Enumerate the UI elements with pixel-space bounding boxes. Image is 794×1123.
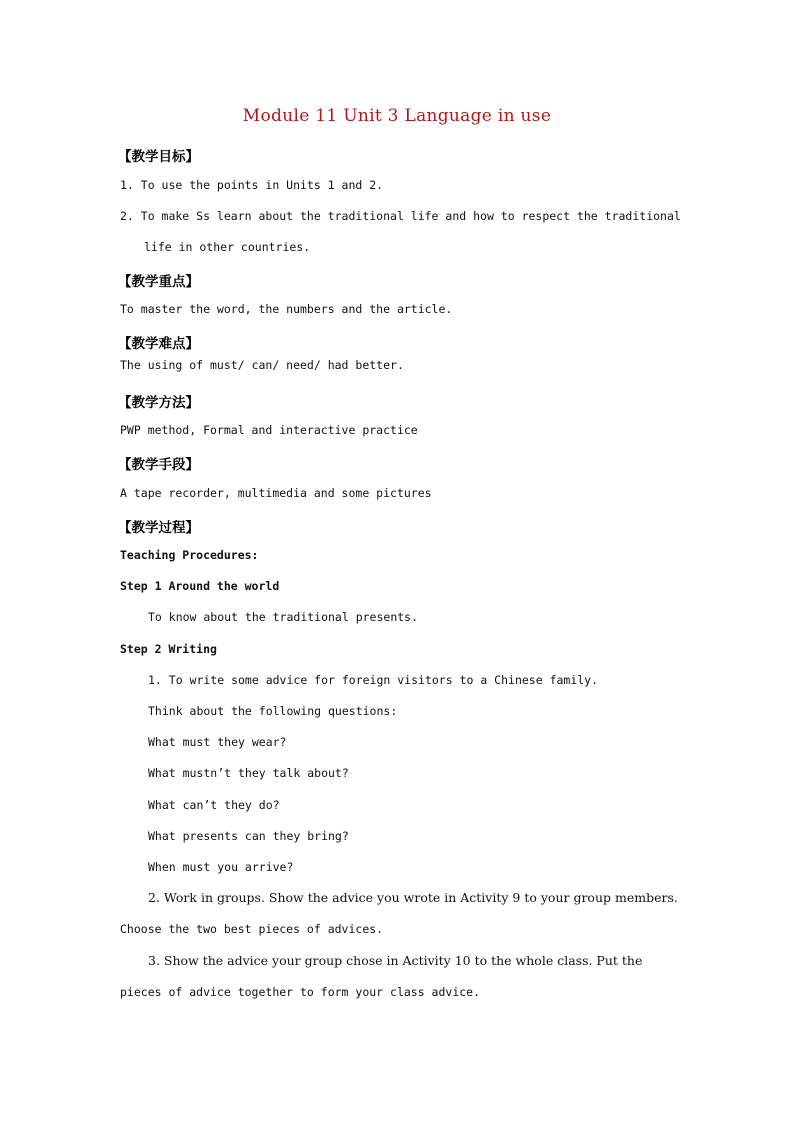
methods-heading: 【教学方法】	[118, 395, 199, 411]
step2-question: When must you arrive?	[148, 860, 294, 874]
step2-question: What presents can they bring?	[148, 829, 349, 843]
tools-text: A tape recorder, multimedia and some pictures	[120, 486, 432, 500]
objective-item-2-continued: life in other countries.	[144, 240, 311, 254]
document-title: Module 11 Unit 3 Language in use	[242, 106, 552, 126]
step2-question: What can’t they do?	[148, 798, 280, 812]
step2-question: What must they wear?	[148, 735, 287, 749]
step2-question: What mustn’t they talk about?	[148, 766, 349, 780]
difficulties-text: The using of must/ can/ need/ had better.	[120, 358, 404, 372]
objectives-heading: 【教学目标】	[118, 149, 199, 165]
objective-item-1: 1. To use the points in Units 1 and 2.	[120, 178, 384, 192]
step1-title: Step 1 Around the world	[120, 579, 280, 593]
tools-heading: 【教学手段】	[118, 457, 199, 473]
objective-item-2: 2. To make Ss learn about the traditional life and how to respect the traditional	[120, 209, 681, 223]
step2-para2-line2: Choose the two best pieces of advices.	[120, 922, 384, 936]
step2-para2-line1: 2. Work in groups. Show the advice you wrote in Activity 9 to your group members.	[148, 890, 678, 905]
key-points-text: To master the word, the numbers and the article.	[120, 302, 453, 316]
step2-item: 1. To write some advice for foreign visitors to a Chinese family.	[148, 673, 599, 687]
difficulties-heading: 【教学难点】	[118, 336, 199, 352]
process-heading: 【教学过程】	[118, 520, 199, 536]
procedures-label: Teaching Procedures:	[120, 548, 259, 562]
step2-para3-line1: 3. Show the advice your group chose in Activity 10 to the whole class. Put the	[148, 953, 643, 968]
step1-text: To know about the traditional presents.	[148, 610, 419, 624]
step2-title: Step 2 Writing	[120, 642, 217, 656]
methods-text: PWP method, Formal and interactive practice	[120, 423, 418, 437]
step2-item: Think about the following questions:	[148, 704, 398, 718]
key-points-heading: 【教学重点】	[118, 274, 199, 290]
step2-para3-line2: pieces of advice together to form your class advice.	[120, 985, 481, 999]
